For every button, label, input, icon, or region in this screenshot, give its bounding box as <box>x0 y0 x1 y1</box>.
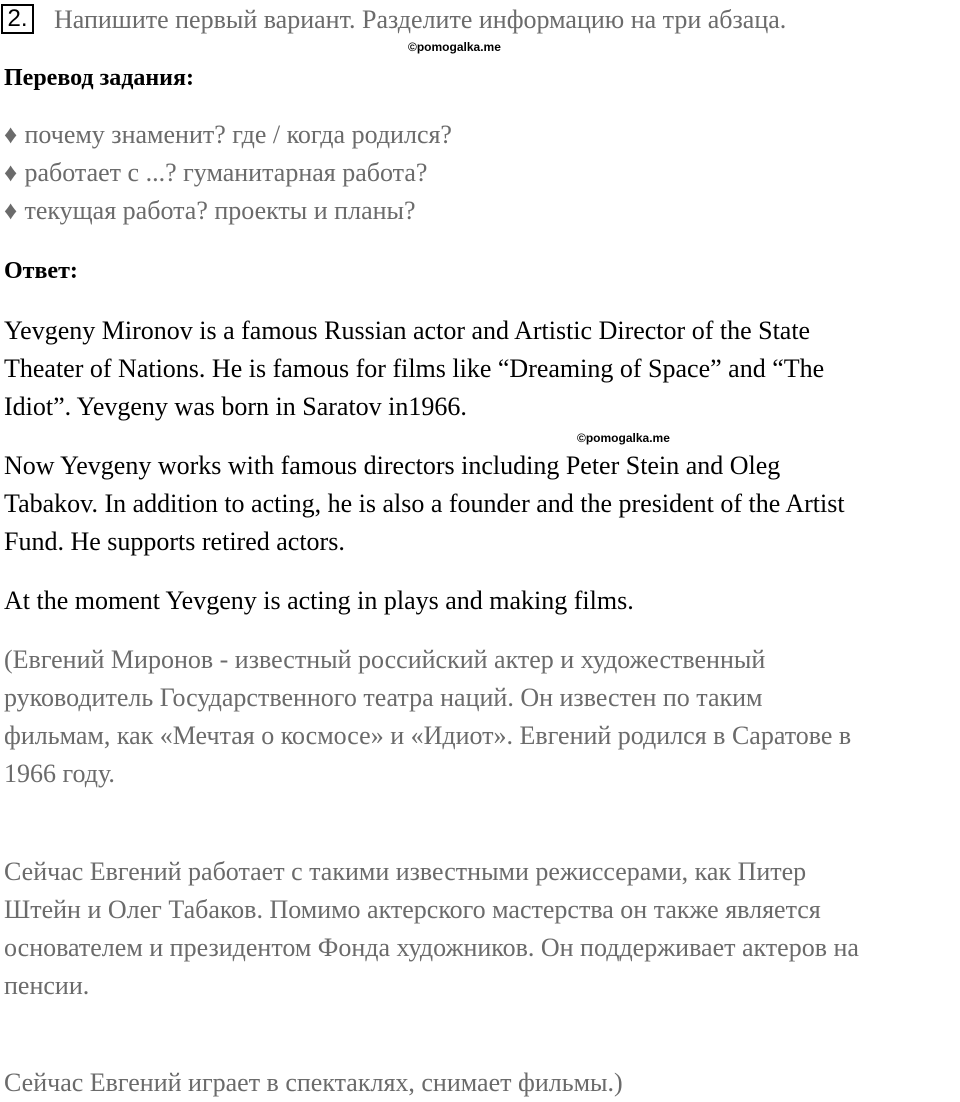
watermark: ©pomogalka.me <box>577 431 670 445</box>
diamond-bullet-icon: ♦ <box>4 120 18 149</box>
text-line: основателем и президентом Фонда художников. Он поддерживает актеров на <box>4 933 859 962</box>
text-line: пенсии. <box>4 971 90 1000</box>
answer-heading: Ответ: <box>4 258 78 284</box>
task-number-box: 2. <box>1 4 34 34</box>
diamond-bullet-icon: ♦ <box>4 196 18 225</box>
bullet-text: работает с ...? гуманитарная работа? <box>24 158 428 187</box>
bullet-text: текущая работа? проекты и планы? <box>24 196 416 225</box>
task-instruction: Напишите первый вариант. Разделите информацию на три абзаца. <box>54 5 787 34</box>
bullet-text: почему знаменит? где / когда родился? <box>24 120 452 149</box>
text-line: Fund. He supports retired actors. <box>4 527 345 556</box>
text-line: Idiot”. Yevgeny was born in Saratov in1966. <box>4 392 467 421</box>
text-line: Штейн и Олег Табаков. Помимо актерского мастерства он также является <box>4 895 821 924</box>
text-line: руководитель Государственного театра наций. Он известен по таким <box>4 683 763 712</box>
text-line: Now Yevgeny works with famous directors including Peter Stein and Oleg <box>4 451 781 480</box>
text-line: фильмам, как «Мечтая о космосе» и «Идиот». Евгений родился в Саратове в <box>4 721 852 750</box>
text-line: Сейчас Евгений работает с такими известными режиссерами, как Питер <box>4 857 807 886</box>
translation-paragraph-3 <box>4 1064 954 1102</box>
text-line: 1966 году. <box>4 759 115 788</box>
watermark: ©pomogalka.me <box>408 40 501 54</box>
text-line: (Евгений Миронов - известный российский актер и художественный <box>4 645 766 674</box>
answer-paragraph-1 <box>4 312 954 426</box>
text-line: Сейчас Евгений играет в спектаклях, снимает фильмы.) <box>4 1068 623 1097</box>
answer-paragraph-3 <box>4 582 954 620</box>
answer-paragraph-2 <box>4 447 954 561</box>
translation-bullet <box>4 119 452 151</box>
translation-paragraph-1 <box>4 641 954 793</box>
diamond-bullet-icon: ♦ <box>4 158 18 187</box>
text-line: Theater of Nations. He is famous for films like “Dreaming of Space” and “The <box>4 354 825 383</box>
text-line: Tabakov. In addition to acting, he is also a founder and the president of the Artist <box>4 489 845 518</box>
translation-bullet <box>4 157 427 189</box>
translation-heading: Перевод задания: <box>4 65 194 91</box>
translation-bullet <box>4 195 416 227</box>
translation-paragraph-2 <box>4 853 954 1005</box>
text-line: Yevgeny Mironov is a famous Russian actor and Artistic Director of the State <box>4 316 811 345</box>
text-line: At the moment Yevgeny is acting in plays and making films. <box>4 586 634 615</box>
